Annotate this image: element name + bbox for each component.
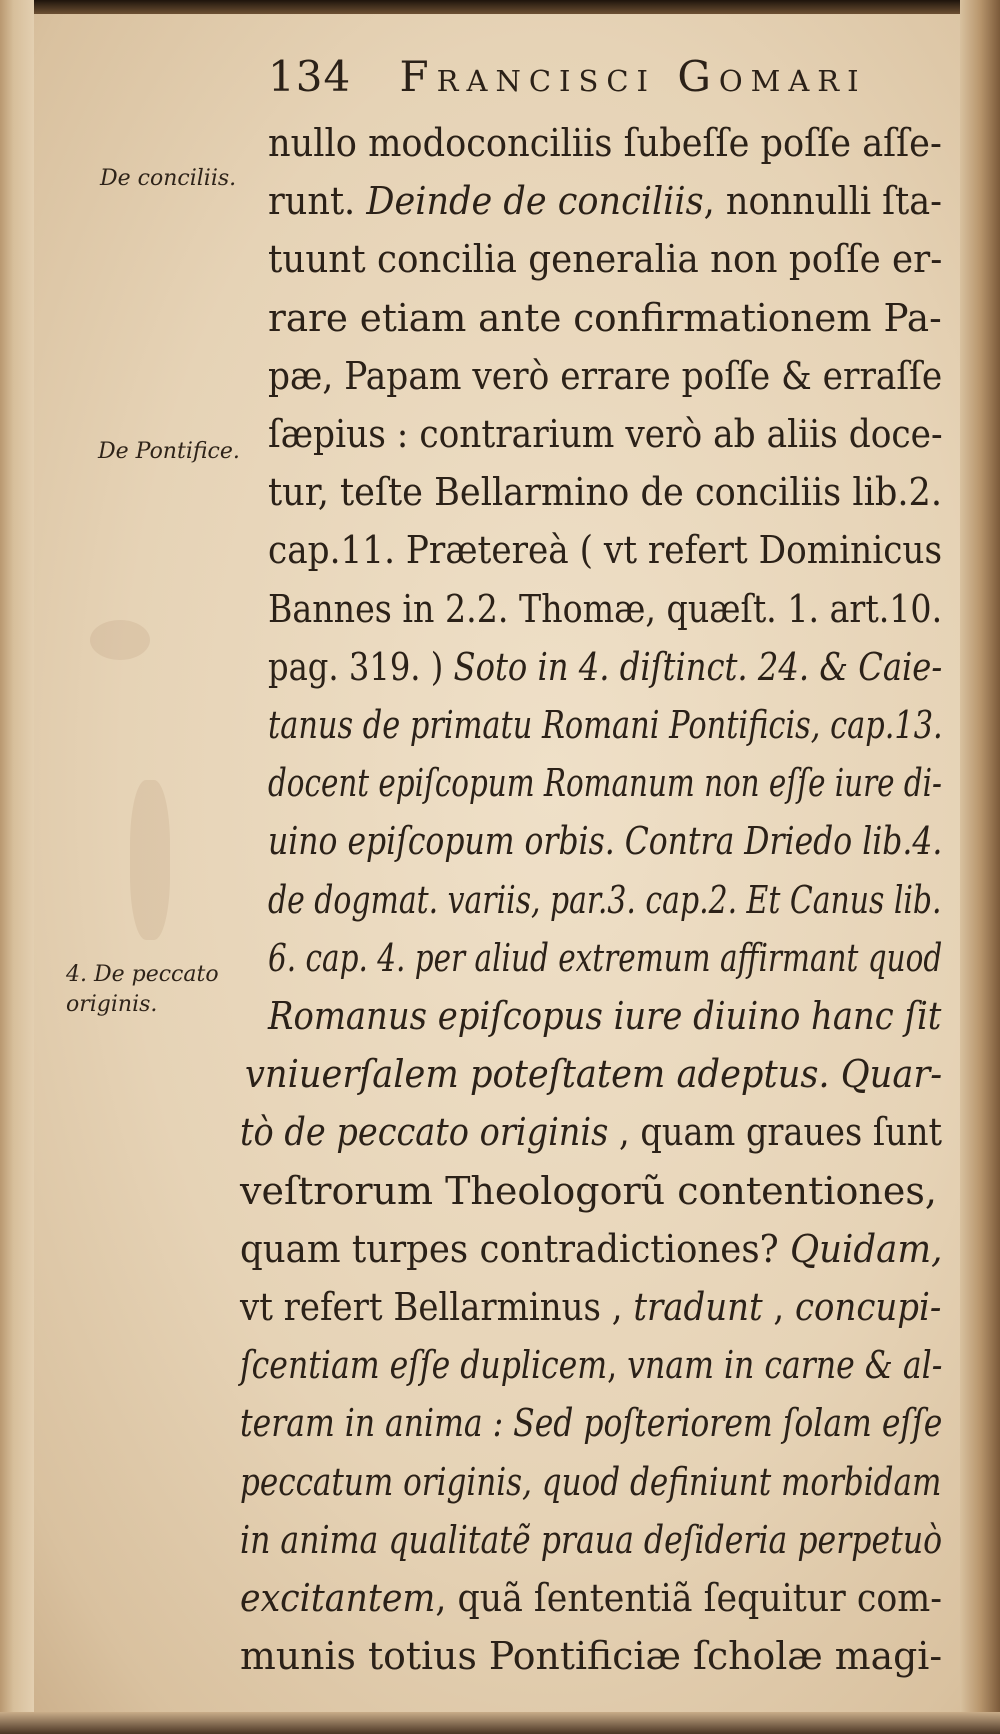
text-line bbox=[268, 694, 943, 756]
margin-note-originis: originis. bbox=[66, 992, 158, 1017]
text-line bbox=[240, 1509, 942, 1571]
italic-text: 6. cap. 4. per aliud extremum affirmant quod bbox=[268, 935, 943, 980]
italic-text: Deinde de conciliis bbox=[366, 179, 704, 224]
running-header bbox=[268, 52, 908, 112]
italic-text: tanus de primatu Romani Pontificis, cap.13. bbox=[268, 703, 943, 747]
text-line bbox=[268, 170, 942, 232]
italic-text: Quidam, bbox=[789, 1226, 943, 1271]
text-line bbox=[268, 927, 942, 989]
roman-text: rare etiam ante confirmationem Pa- bbox=[268, 295, 942, 340]
roman-text: , bbox=[762, 1285, 796, 1329]
text-line bbox=[268, 461, 942, 523]
roman-text: tuunt concilia generalia non poſſe er- bbox=[268, 237, 943, 282]
page-top-shadow bbox=[0, 0, 1000, 14]
margin-note-de-conciliis: De conciliis. bbox=[100, 166, 237, 191]
text-line bbox=[240, 1334, 942, 1396]
italic-text: vnam in carne & al- bbox=[627, 1343, 943, 1388]
roman-text: nullo modoconciliis ſubeſſe poſſe aſſe- bbox=[268, 121, 942, 165]
roman-text: pæ, Papam verò errare poſſe & erraſſe bbox=[268, 353, 943, 398]
page-bottom-shadow bbox=[0, 1712, 1000, 1734]
paper-stain bbox=[90, 620, 150, 660]
text-line bbox=[240, 1218, 942, 1280]
italic-text: Soto in 4. diſtinct. 24. & Caie- bbox=[453, 644, 943, 689]
text-line bbox=[268, 403, 943, 465]
text-line bbox=[240, 1451, 941, 1513]
roman-text: pag. 319. ) bbox=[268, 644, 454, 689]
italic-text: tradunt bbox=[633, 1285, 763, 1329]
italic-text: in anima qualitatẽ praua deſideria perpetuò bbox=[240, 1517, 943, 1562]
italic-text: tò de peccato originis bbox=[240, 1110, 609, 1155]
text-line bbox=[268, 636, 942, 698]
text-line bbox=[268, 869, 942, 931]
page-gutter-right bbox=[960, 0, 1000, 1734]
text-line bbox=[268, 228, 942, 290]
roman-text: Bannes in 2.2. Thomæ, quæſt. 1. art.10. bbox=[268, 586, 943, 631]
roman-text: ſæpius : contrarium verò ab aliis doce- bbox=[268, 412, 943, 456]
roman-text: veſtrorum Theologorũ contentiones, bbox=[240, 1168, 937, 1213]
roman-text: vt refert Bellarminus , bbox=[240, 1285, 634, 1329]
running-title: Francisci Gomari bbox=[399, 52, 867, 101]
text-line bbox=[268, 287, 942, 349]
text-line bbox=[268, 345, 942, 407]
roman-text: , nonnulli ſta- bbox=[703, 179, 943, 224]
text-line bbox=[240, 1625, 942, 1687]
italic-text: uino epiſcopum orbis. Contra Driedo lib.4. bbox=[268, 819, 943, 864]
italic-text: docent epiſcopum Romanum non eſſe iure di- bbox=[268, 761, 942, 806]
italic-text: concupi- bbox=[795, 1285, 942, 1329]
italic-text: teram in anima : Sed poſteriorem ſolam eſſe bbox=[240, 1401, 943, 1446]
roman-text: , quam graues ſunt bbox=[608, 1110, 942, 1155]
text-line bbox=[268, 752, 942, 814]
text-line bbox=[240, 1276, 941, 1338]
roman-text: tur, teſte Bellarmino de conciliis lib.2. bbox=[268, 470, 943, 515]
roman-text: , quã ſententiã ſequitur com- bbox=[435, 1576, 942, 1620]
text-line bbox=[268, 985, 941, 1047]
text-line bbox=[268, 578, 942, 640]
text-line bbox=[268, 112, 942, 174]
text-line bbox=[240, 1101, 942, 1163]
text-line bbox=[240, 1392, 942, 1454]
roman-text: , bbox=[607, 1343, 628, 1388]
roman-text: runt. bbox=[268, 179, 367, 224]
italic-text: Romanus epiſcopus iure diuino hanc ſit bbox=[268, 994, 942, 1038]
roman-text: cap.11. Prætereà ( vt refert Dominicus bbox=[268, 528, 943, 573]
italic-text: peccatum originis, quod definiunt morbidam bbox=[240, 1459, 942, 1504]
italic-text: ſcentiam eſſe duplicem bbox=[240, 1343, 608, 1388]
italic-text: de dogmat. variis, par.3. cap.2. Et Canus lib. bbox=[268, 877, 942, 922]
text-line bbox=[268, 519, 942, 581]
italic-text: vniuerſalem poteſtatem adeptus. Quar- bbox=[245, 1052, 943, 1097]
margin-note-de-pontifice: De Pontifice. bbox=[98, 439, 240, 464]
text-line bbox=[240, 1567, 942, 1629]
roman-text: quam turpes contradictiones? bbox=[240, 1226, 790, 1271]
text-line bbox=[268, 810, 942, 872]
italic-text: excitantem bbox=[240, 1576, 436, 1620]
margin-note-de-peccato: 4. De peccato bbox=[66, 962, 219, 987]
text-line bbox=[245, 1043, 942, 1105]
roman-text: munis totius Pontificiæ ſcholæ magi- bbox=[240, 1634, 943, 1679]
page-number: 134 bbox=[268, 52, 352, 101]
paper-stain bbox=[130, 780, 170, 940]
text-line bbox=[240, 1160, 937, 1222]
page-fore-edge-left bbox=[0, 0, 34, 1734]
